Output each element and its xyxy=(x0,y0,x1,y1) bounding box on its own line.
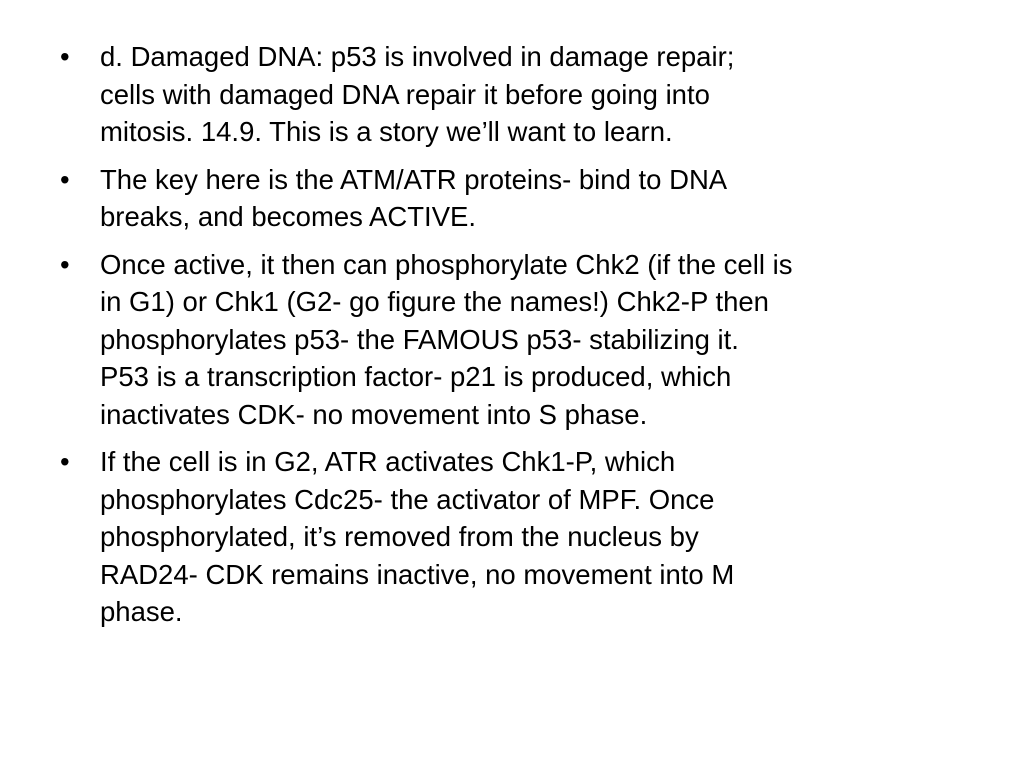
bullet-list xyxy=(60,38,990,641)
bullet-line: breaks, and becomes ACTIVE. xyxy=(100,201,477,232)
bullet-line: RAD24- CDK remains inactive, no movement into M xyxy=(100,558,735,590)
bullet-text xyxy=(100,443,990,631)
bullet-line: phosphorylated, it’s removed from the nucleus by xyxy=(100,521,699,552)
bullet-line: in G1) or Chk1 (G2- go figure the names!) Chk2-P then xyxy=(100,286,769,317)
bullet-item xyxy=(60,38,990,151)
bullet-line: phosphorylates p53- the FAMOUS p53- stabilizing it. xyxy=(100,323,739,355)
bullet-line: P53 is a transcription factor- p21 is produced, which xyxy=(100,361,732,392)
bullet-line: inactivates CDK- no movement into S phase. xyxy=(100,398,648,430)
bullet-line: d. Damaged DNA: p53 is involved in damage repair; xyxy=(100,41,735,72)
bullet-text xyxy=(100,161,990,236)
bullet-line: The key here is the ATM/ATR proteins- bind to DNA xyxy=(100,163,728,195)
bullet-marker: • xyxy=(60,446,70,477)
bullet-line: mitosis. 14.9. This is a story we’ll want to learn. xyxy=(100,116,673,147)
bullet-marker: • xyxy=(60,248,70,280)
bullet-line: If the cell is in G2, ATR activates Chk1-P, which xyxy=(100,446,676,477)
bullet-marker: • xyxy=(60,163,70,195)
bullet-item xyxy=(60,443,990,631)
bullet-marker: • xyxy=(60,41,70,72)
bullet-line: phosphorylates Cdc25- the activator of MPF. Once xyxy=(100,483,715,515)
bullet-text xyxy=(100,38,990,151)
bullet-line: cells with damaged DNA repair it before going into xyxy=(100,78,710,110)
bullet-item xyxy=(60,246,990,434)
bullet-line: Once active, it then can phosphorylate Chk2 (if the cell is xyxy=(100,248,793,280)
bullet-line: phase. xyxy=(100,596,183,627)
bullet-item xyxy=(60,161,990,236)
bullet-text xyxy=(100,246,990,434)
